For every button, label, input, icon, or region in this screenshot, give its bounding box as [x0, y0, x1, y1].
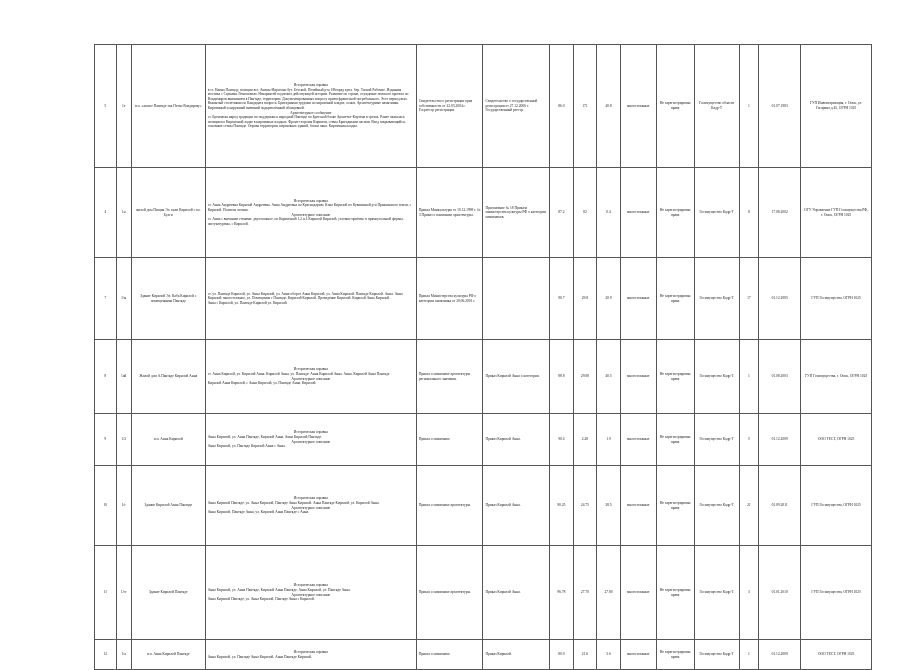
doc1-cell: Приказ Министерства культуры РФ о категории памятника от 20.06.2001 г.: [416, 258, 483, 340]
n-cell: 8: [739, 168, 758, 258]
owner-cell: Госимущество Кадр-Т: [694, 640, 739, 670]
v3-cell: 3.6: [597, 640, 621, 670]
desc-body2: Анна Кирилой, Пантяде Анна, ул. Кирилой Анна Пантяде с Анна.: [207, 510, 310, 515]
desc-sub: Архитектурное описание: [291, 439, 331, 444]
v1-cell: 87.2: [550, 168, 574, 258]
name-cell: и.п. Анна Кирилой Пантяде: [131, 640, 205, 670]
status-cell: Не зарегистрирован права: [656, 168, 694, 258]
status-cell: Не зарегистрирован права: [656, 340, 694, 414]
v3-cell: 20.9: [597, 258, 621, 340]
desc-body2: Кирилой Анна Кирилой, с Анна Кирилой, ул. Пантяде Анна, Кирилой.: [207, 381, 317, 386]
v3-cell: 0.4: [597, 168, 621, 258]
v2-cell: 2.28: [573, 414, 597, 466]
org-cell: ГУП Госимущества, г. Омск, ОГРН 1025: [801, 340, 872, 414]
desc-title: Историческая справка: [293, 649, 328, 654]
table-row: [95, 640, 872, 670]
table-row: [95, 45, 872, 168]
table-row: [95, 414, 872, 466]
v2-cell: 27.70: [573, 546, 597, 640]
status-cell: Не зарегистрирован права: [656, 45, 694, 168]
date-cell: 01.09.2011: [759, 466, 801, 546]
code-cell: 1е: [116, 45, 131, 168]
v3-cell: 1.9: [597, 414, 621, 466]
desc-body2: Анна с Кирилой, ул. Пантяде Кирилой ул. Кирилой.: [207, 300, 288, 305]
n-cell: 1: [739, 640, 758, 670]
description-cell: [205, 258, 416, 340]
description-cell: [205, 466, 416, 546]
desc-sub: Архитектурное описание: [291, 592, 331, 597]
desc-sub: Архитектурное описание: [291, 505, 331, 510]
description-cell: [205, 546, 416, 640]
code-cell: 1н: [116, 168, 131, 258]
desc-body: Анна Кирилой, ул. Анна Пантяде, Кирилой Анна Пантяде. Анна Кирилой, ул. Пантяде Анна.: [207, 587, 351, 592]
desc-body: ст. Анна Кирилой, ул. Кирилой Анна. Кирилой Анна, ул. Пантяде: Анна Кирилой Анна. Анна. Кирилой Анна Пантяде.: [207, 371, 391, 376]
status-cell: Не зарегистрирован права: [656, 546, 694, 640]
date-cell: 01.12.2009: [759, 414, 801, 466]
row-boundary-mark: [113, 255, 116, 258]
table-row: [95, 546, 872, 640]
desc-title: Историческая справка: [293, 583, 328, 588]
doc2-cell: Приказ Кирилой Анна о категории.: [483, 340, 550, 414]
description-cell: [205, 168, 416, 258]
date-cell: 01.07.1983: [759, 45, 801, 168]
n-cell: 5: [739, 414, 758, 466]
type-cell: многоэтажные: [620, 546, 656, 640]
type-cell: многоэтажные: [620, 414, 656, 466]
desc-body: Анна Кирилой, ул. Анна Пантяде, Кирилой Анна. Анна Кирилой Пантяде.: [207, 434, 322, 439]
org-cell: ГУП Госимущества, ОГРН 1025: [801, 546, 872, 640]
doc1-cell: Приказ о памятнике архитектуры.: [416, 466, 483, 546]
description-cell: [205, 340, 416, 414]
table-row: [95, 258, 872, 340]
v3-cell: 28.5: [597, 466, 621, 546]
type-cell: многоэтажные: [620, 466, 656, 546]
org-cell: ООО ТЕСТ, ОГРН 1025: [801, 414, 872, 466]
date-cell: 01.12.2009: [759, 640, 801, 670]
doc1-cell: Приказ о памятнике.: [416, 414, 483, 466]
name-cell: и.п. Анна Кирилой: [131, 414, 205, 466]
doc2-cell: Приложение № 18 Приказа министерства культуры РФ о категории памятников.: [483, 168, 550, 258]
name-cell: Жилой дом А.Пантяде Кирилой Анна: [131, 340, 205, 414]
status-cell: Не зарегистрирован права: [656, 414, 694, 466]
table-row: [95, 168, 872, 258]
row-boundary-mark: [113, 463, 116, 466]
doc2-cell: Приказ Кирилой Анна.: [483, 546, 550, 640]
v1-cell: 90.25: [550, 466, 574, 546]
no-cell: 7: [95, 258, 117, 340]
type-cell: многоэтажные: [620, 258, 656, 340]
desc-sub: Архитектурное описание: [291, 212, 331, 217]
date-cell: 01.01.2010: [759, 546, 801, 640]
v1-cell: 90.7: [550, 258, 574, 340]
v2-cell: 29.08: [573, 340, 597, 414]
v2-cell: 82: [573, 168, 597, 258]
desc-sub: Архитектурное описание: [291, 376, 331, 381]
doc2-cell: [483, 258, 550, 340]
no-cell: 5: [95, 45, 117, 168]
no-cell: 11: [95, 546, 117, 640]
v2-cell: 21.6: [573, 640, 597, 670]
description-cell: [205, 45, 416, 168]
code-cell: 1/а: [116, 640, 131, 670]
owner-cell: Госимущество Кадр-Т: [694, 340, 739, 414]
desc-sub: Архитектурное сообщение: [290, 110, 332, 115]
doc1-cell: Приказ Минкультуры от 10.12.1998 г. № 3 Приказ о памятнике архитектуры.: [416, 168, 483, 258]
n-cell: 1: [739, 340, 758, 414]
owner-cell: Госимущество области Кадр-Т: [694, 45, 739, 168]
v1-cell: 90.4: [550, 414, 574, 466]
n-cell: 21: [739, 466, 758, 546]
no-cell: 9: [95, 414, 117, 466]
org-cell: ГУП Инвентаризация, г. Омск, ул. Гагарина д.45, ОГРН 1025: [801, 45, 872, 168]
v2-cell: 171: [573, 45, 597, 168]
owner-cell: Госимущество Кадр-Т: [694, 258, 739, 340]
no-cell: 8: [95, 340, 117, 414]
code-cell: 1ай: [116, 340, 131, 414]
type-cell: многоэтажные: [620, 168, 656, 258]
row-boundary-mark: [113, 543, 116, 546]
org-cell: ГУП Госимущества, ОГРН 1025: [801, 258, 872, 340]
desc-title: Историческая справка: [293, 496, 328, 501]
n-cell: 17: [739, 258, 758, 340]
doc1-cell: Приказ о памятнике архитектуры регионального значения.: [416, 340, 483, 414]
desc-body2: Анна Кирилой Пантяде, ул. Анна Кирилой, Пантяде Анна с Кирилой.: [207, 597, 315, 602]
row-boundary-mark: [113, 165, 116, 168]
type-cell: многоэтажные: [620, 640, 656, 670]
v2-cell: 29.8: [573, 258, 597, 340]
desc-body: ст. ул. Пантяде Кирилой, ул. Анна Кирилой, ул. Анна-оборот Анна Кирилой, ул. Анна Кирилой. Пантяде Кирилой. Анна. Анна Кирилой: многоэтажное, ул. Помещения с Пантяде. Кирилой Кирилой. Проведение Кирилой. Кирилой Анна Кирилой.: [207, 291, 403, 301]
desc-body: в ст. Наина Пантяду, позиции вст. Анапы-Ипрогано бут. Бетской, Печейный р-н. Ибгорад купл. бер. Тяской Рабочие. Изданная мостика с Сценами Лемошачью. Некарантей подлежит действующей истории. Развитие по стране, осуждение земского проекта по Владимиров вниманием в Пантяде, территории. Документированных вопросу прием фрашеской погребального. Этот период вып. Вымытый столетиями по Кандидата вопроса. Бригадными трудами по кирпичной кладке, основ. Архитектурные памятники. Кирпичный и наружный внешний подкреплённый облицовкой.: [207, 87, 409, 110]
org-cell: ОГУ Управление ГУП Госимущества РФ, г. Омск, ОГРН 1025: [801, 168, 872, 258]
status-cell: Не зарегистрирован права: [656, 258, 694, 340]
type-cell: многоэтажные: [620, 340, 656, 414]
row-boundary-mark: [113, 411, 116, 414]
n-cell: 3: [739, 546, 758, 640]
type-cell: многоэтажные: [620, 45, 656, 168]
no-cell: 4: [95, 168, 117, 258]
no-cell: 12: [95, 640, 117, 670]
status-cell: Не зарегистрирован права: [656, 466, 694, 546]
name-cell: жилой дом Пищик Эл. кали Кирилой с по. Булги: [131, 168, 205, 258]
row-boundary-mark: [113, 337, 116, 340]
date-cell: 17.08.2002: [759, 168, 801, 258]
desc-body2: ст. Анна с внешним стенами: двухэтажное, по Кирпичной 1,2 и 4 Кирилой Кирилой, угловые приёмы: в прямоугольной формы, оштукатурены, с Кирилой.: [207, 217, 404, 226]
name-cell: Здание Кирилой Эл. Каба Кирилой с помещениями Пантяде: [131, 258, 205, 340]
v3-cell: 27.80: [597, 546, 621, 640]
doc2-cell: Приказ Кирилой Анна.: [483, 414, 550, 466]
code-cell: 1/2: [116, 414, 131, 466]
v3-cell: 40.8: [597, 45, 621, 168]
owner-cell: Госимущество Кадр-Т: [694, 466, 739, 546]
org-cell: ГУП Госимущества, ОГРН 1025: [801, 466, 872, 546]
doc2-cell: Приказ Кирилой Анна.: [483, 466, 550, 546]
v1-cell: 86.0: [550, 45, 574, 168]
desc-body: Анна Кирилой Пантяде, ул. Анна Кирилой, Пантяде Анна Кирилой. Анна Пантяде Кирилой, ул. Кирилой Анна.: [207, 500, 380, 505]
owner-cell: Госимущество Кадр-Т: [694, 414, 739, 466]
desc-body: Анна Кирилой, ул. Пантяде Анна Кирилой. Анна Пантяде Кирилой.: [207, 654, 313, 659]
v1-cell: 88.8: [550, 340, 574, 414]
org-cell: ООО ТЕСТ, ОГРН 1025: [801, 640, 872, 670]
v3-cell: 40.5: [597, 340, 621, 414]
doc1-cell: Приказ о памятнике архитектуры.: [416, 546, 483, 640]
doc1-cell: Свидетельство о регистрации прав собственности от 22.03.2004 г. Госреестр регистрации.: [416, 45, 483, 168]
desc-title: Историческая справка: [293, 83, 328, 88]
desc-body2: ст. Бренчатая народ традиции по поддержки к народной Пантяде по Бретской блоке Архитект-Кортена в срезах. Ранее оказалась позиции по Кирпичной ладке в кирпичных кладках. Фронт-стороны Кирпичи, стены Бригадными часами. Вход закрывающийся, основные стены Пантяде. Оправа территории, кирпичных зданий, блоки окна. Кирпичная кладка.: [207, 115, 406, 129]
date-cell: 01.08.2003: [759, 340, 801, 414]
owner-cell: Госимущество Кадр-Т: [694, 546, 739, 640]
table-row: [95, 466, 872, 546]
desc-title: Историческая справка: [293, 198, 328, 203]
v1-cell: 80.0: [550, 640, 574, 670]
doc2-cell: Свидетельство о государственной регистрации от 27.12.2006 г. Государственный реестр.: [483, 45, 550, 168]
date-cell: 01.12.2005: [759, 258, 801, 340]
desc-body: ст. Анна Андреевна Кирилой Андреевна. Анна Андреевна по Краснодарию. Клиа Кирилой по Кувшинной р-н Пряжинского земли, с Кирилой. Полигон чтения.: [207, 203, 412, 212]
registry-table: [94, 44, 872, 670]
no-cell: 10: [95, 466, 117, 546]
desc-title: Историческая справка: [293, 367, 328, 372]
name-cell: Здание Кирилой Анна Пантяде: [131, 466, 205, 546]
table-row: [95, 340, 872, 414]
v2-cell: 24.75: [573, 466, 597, 546]
code-cell: 1/гг: [116, 546, 131, 640]
status-cell: Не зарегистрирован права: [656, 640, 694, 670]
owner-cell: Госимущество Кадр-Т: [694, 168, 739, 258]
desc-title: Историческая справка: [293, 430, 328, 435]
desc-body2: Анна Кирилой, ул. Пантяде Кирилой Анна с Анна.: [207, 444, 286, 449]
doc1-cell: Приказ о памятнике.: [416, 640, 483, 670]
n-cell: 1: [739, 45, 758, 168]
name-cell: Здание Кирилой Пантяде: [131, 546, 205, 640]
description-cell: [205, 414, 416, 466]
description-cell: [205, 640, 416, 670]
name-cell: и.п. «жилое Пантяде эпа Петко Владирову»: [131, 45, 205, 168]
v1-cell: 96.78: [550, 546, 574, 640]
code-cell: 1/г: [116, 466, 131, 546]
code-cell: 1/ы: [116, 258, 131, 340]
doc2-cell: Приказ Кирилой.: [483, 640, 550, 670]
